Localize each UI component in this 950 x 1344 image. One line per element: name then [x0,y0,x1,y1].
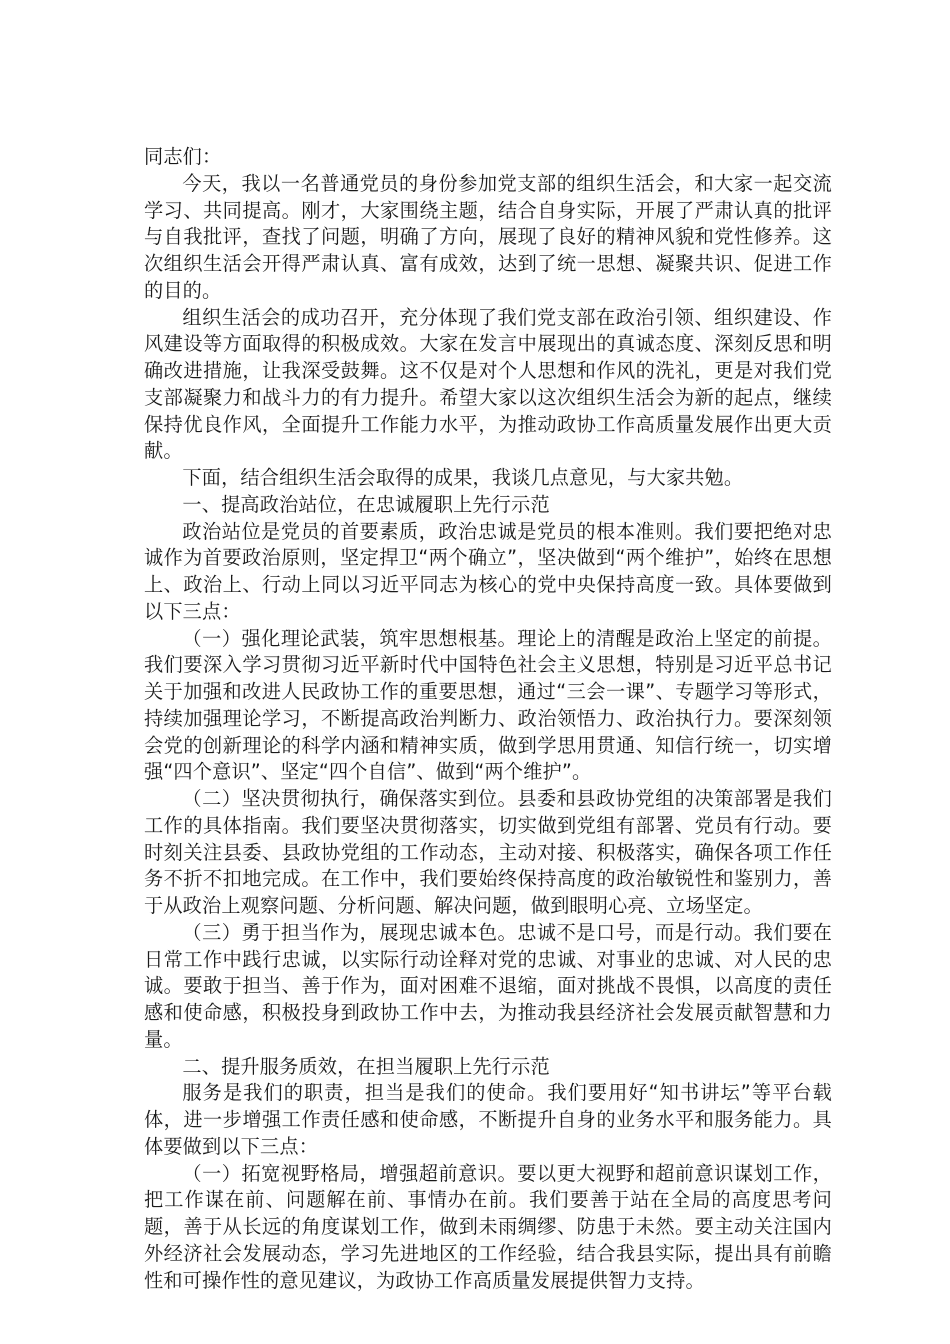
subsection-paragraph: （三）勇于担当作为，展现忠诚本色。忠诚不是口号，而是行动。我们要在日常工作中践行忠诚，以实际行动诠释对党的忠诚、对事业的忠诚、对人民的忠诚。要敢于担当、善于作为，面对困难不退缩，面对挑战不畏惧，以高度的责任感和使命感，积极投身到政协工作中去，为推动我县经济社会发展贡献智慧和力量。 [144,920,832,1051]
body-paragraph: 组织生活会的成功召开，充分体现了我们党支部在政治引领、组织建设、作风建设等方面取得的积极成效。大家在发言中展现出的真诚态度、深刻反思和明确改进措施，让我深受鼓舞。这不仅是对个人思想和作风的洗礼，更是对我们党支部凝聚力和战斗力的有力提升。希望大家以这次组织生活会为新的起点，继续保持优良作风，全面提升工作能力水平，为推动政协工作高质量发展作出更大贡献。 [144,305,832,463]
subsection-paragraph: （一）拓宽视野格局，增强超前意识。要以更大视野和超前意识谋划工作，把工作谋在前、问题解在前、事情办在前。我们要善于站在全局的高度思考问题，善于从长远的角度谋划工作，做到未雨绸缪、防患于未然。要主动关注国内外经济社会发展动态，学习先进地区的工作经验，结合我县实际，提出具有前瞻性和可操作性的意见建议，为政协工作高质量发展提供智力支持。 [144,1161,832,1292]
salutation: 同志们： [144,145,222,168]
subsection-paragraph: （一）强化理论武装，筑牢思想根基。理论上的清醒是政治上坚定的前提。我们要深入学习贯彻习近平新时代中国特色社会主义思想，特别是习近平总书记关于加强和改进人民政协工作的重要思想，通过“三会一课”、专题学习等形式，持续加强理论学习，不断提高政治判断力、政治领悟力、政治执行力。要深刻领会党的创新理论的科学内涵和精神实质，做到学思用贯通、知信行统一，切实增强“四个意识”、坚定“四个自信”、做到“两个维护”。 [144,626,832,784]
subsection-paragraph: （二）坚决贯彻执行，确保落实到位。县委和县政协党组的决策部署是我们工作的具体指南。我们要坚决贯彻落实，切实做到党组有部署、党员有行动。要时刻关注县委、县政协党组的工作动态，主动对接、积极落实，确保各项工作任务不折不扣地完成。在工作中，我们要始终保持高度的政治敏锐性和鉴别力，善于从政治上观察问题、分析问题、解决问题，做到眼明心亮、立场坚定。 [144,787,832,917]
body-paragraph: 政治站位是党员的首要素质，政治忠诚是党员的根本准则。我们要把绝对忠诚作为首要政治原则，坚定捍卫“两个确立”，坚决做到“两个维护”，始终在思想上、政治上、行动上同以习近平同志为核心的党中央保持高度一致。具体要做到以下三点： [144,519,832,623]
section-heading: 二、提升服务质效，在担当履职上先行示范 [182,1054,550,1078]
document-body [144,144,832,1294]
body-paragraph: 服务是我们的职责，担当是我们的使命。我们要用好“知书讲坛”等平台载体，进一步增强工作责任感和使命感，不断提升自身的业务水平和服务能力。具体要做到以下三点： [144,1081,832,1158]
body-paragraph: 今天，我以一名普通党员的身份参加党支部的组织生活会，和大家一起交流学习、共同提高。刚才，大家围绕主题，结合自身实际，开展了严肃认真的批评与自我批评，查找了问题，明确了方向，展现了良好的精神风貌和党性修养。这次组织生活会开得严肃认真、富有成效，达到了统一思想、凝聚共识、促进工作的目的。 [144,171,832,302]
section-heading: 一、提高政治站位，在忠诚履职上先行示范 [182,492,550,516]
body-paragraph: 下面，结合组织生活会取得的成果，我谈几点意见，与大家共勉。 [182,466,744,489]
